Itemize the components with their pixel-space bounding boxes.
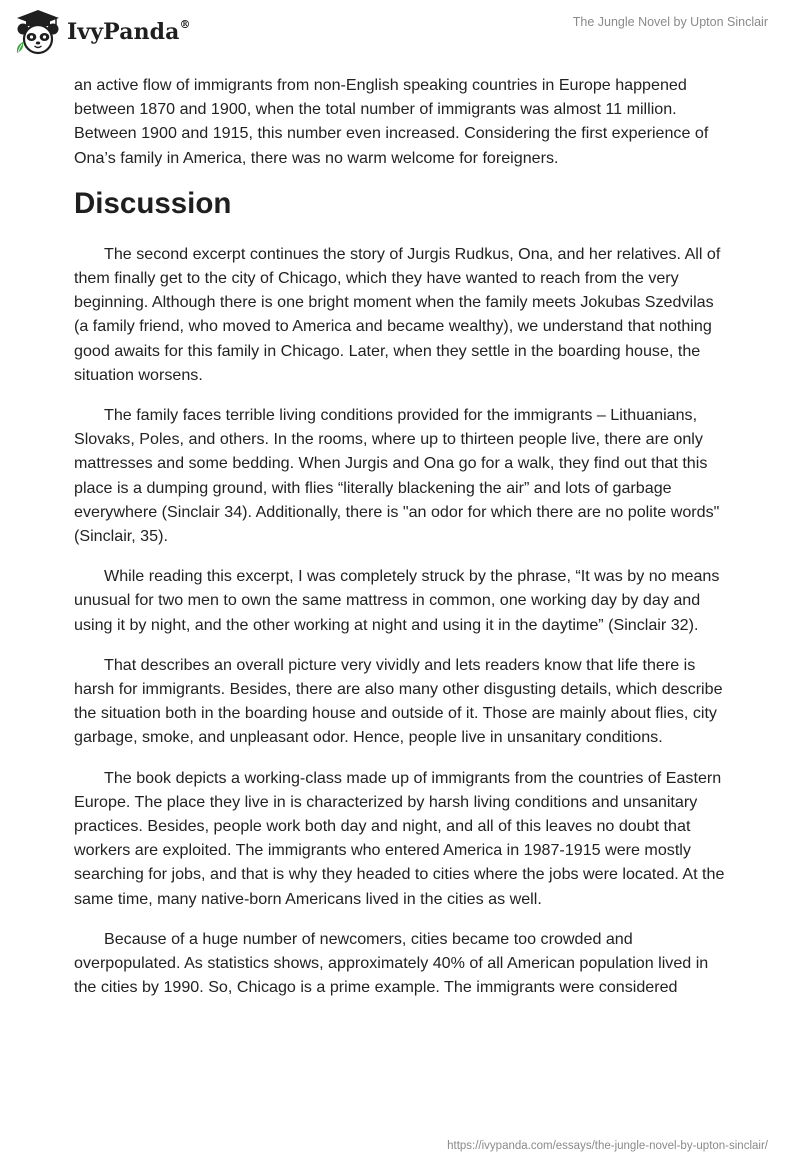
- document-title: The Jungle Novel by Upton Sinclair: [572, 15, 768, 29]
- registered-mark: ®: [179, 17, 191, 31]
- brand-name: IvyPanda®: [67, 17, 191, 45]
- article-body: [74, 73, 726, 1016]
- paragraph: The second excerpt continues the story of Jurgis Rudkus, Ona, and her relatives. All of them finally get to the city of Chicago, which they have wanted to reach from the very beginning. Although there is one bright moment when the family meets Jokubas Szedvilas (a family friend, who moved to America and became wealthy), we understand that nothing good awaits for this family in Chicago. Later, when they settle in the boarding house, the situation worsens.: [74, 244, 721, 384]
- paragraph: The book depicts a working-class made up of immigrants from the countries of Eastern Europe. The place they live in is characterized by harsh living conditions and unsanitary practices. Besides, people work both day and night, and all of this leaves no doubt that workers are exploited. The immigrants who entered America in 1987-1915 were mostly searching for jobs, and that is why they headed to cities where the jobs were located. At the same time, many native-born Americans lived in the cities as well.: [74, 768, 725, 908]
- panda-graduate-logo-icon: [14, 9, 62, 55]
- paragraph: The family faces terrible living conditions provided for the immigrants – Lithuanians, Slovaks, Poles, and others. In the rooms, where up to thirteen people live, there are only mattresses and some bedding. When Jurgis and Ona go for a walk, they find out that this place is a dumping ground, with flies “literally blackening the air” and lots of garbage everywhere (Sinclair 34). Additionally, there is "an odor for which there are no polite words" (Sinclair, 35).: [74, 406, 720, 546]
- section-heading: Discussion: [74, 186, 232, 220]
- page-header: [0, 0, 800, 70]
- paragraph: Because of a huge number of newcomers, cities became too crowded and overpopulated. As statistics shows, approximately 40% of all American population lived in the cities by 1990. So, Chicago is a prime example. The immigrants were considered: [74, 929, 709, 997]
- paragraph: That describes an overall picture very vividly and lets readers know that life there is harsh for immigrants. Besides, there are also many other disgusting details, which describe the situation both in the boarding house and outside of it. Those are mainly about flies, city garbage, smoke, and unpleasant odor. Hence, people live in unsanitary conditions.: [74, 655, 723, 747]
- brand-logo[interactable]: [14, 9, 191, 55]
- intro-paragraph: an active flow of immigrants from non-English speaking countries in Europe happened between 1870 and 1900, when the total number of immigrants was almost 11 million. Between 1900 and 1915, this number even increased. Considering the first experience of Ona’s family in America, there was no warm welcome for foreigners.: [74, 76, 709, 167]
- paragraph: While reading this excerpt, I was completely struck by the phrase, “It was by no means unusual for two men to own the same mattress in common, one working day by day and using it by night, and the other working at night and using it in the daytime” (Sinclair 32).: [74, 567, 720, 634]
- source-url[interactable]: https://ivypanda.com/essays/the-jungle-novel-by-upton-sinclair/: [447, 1140, 768, 1152]
